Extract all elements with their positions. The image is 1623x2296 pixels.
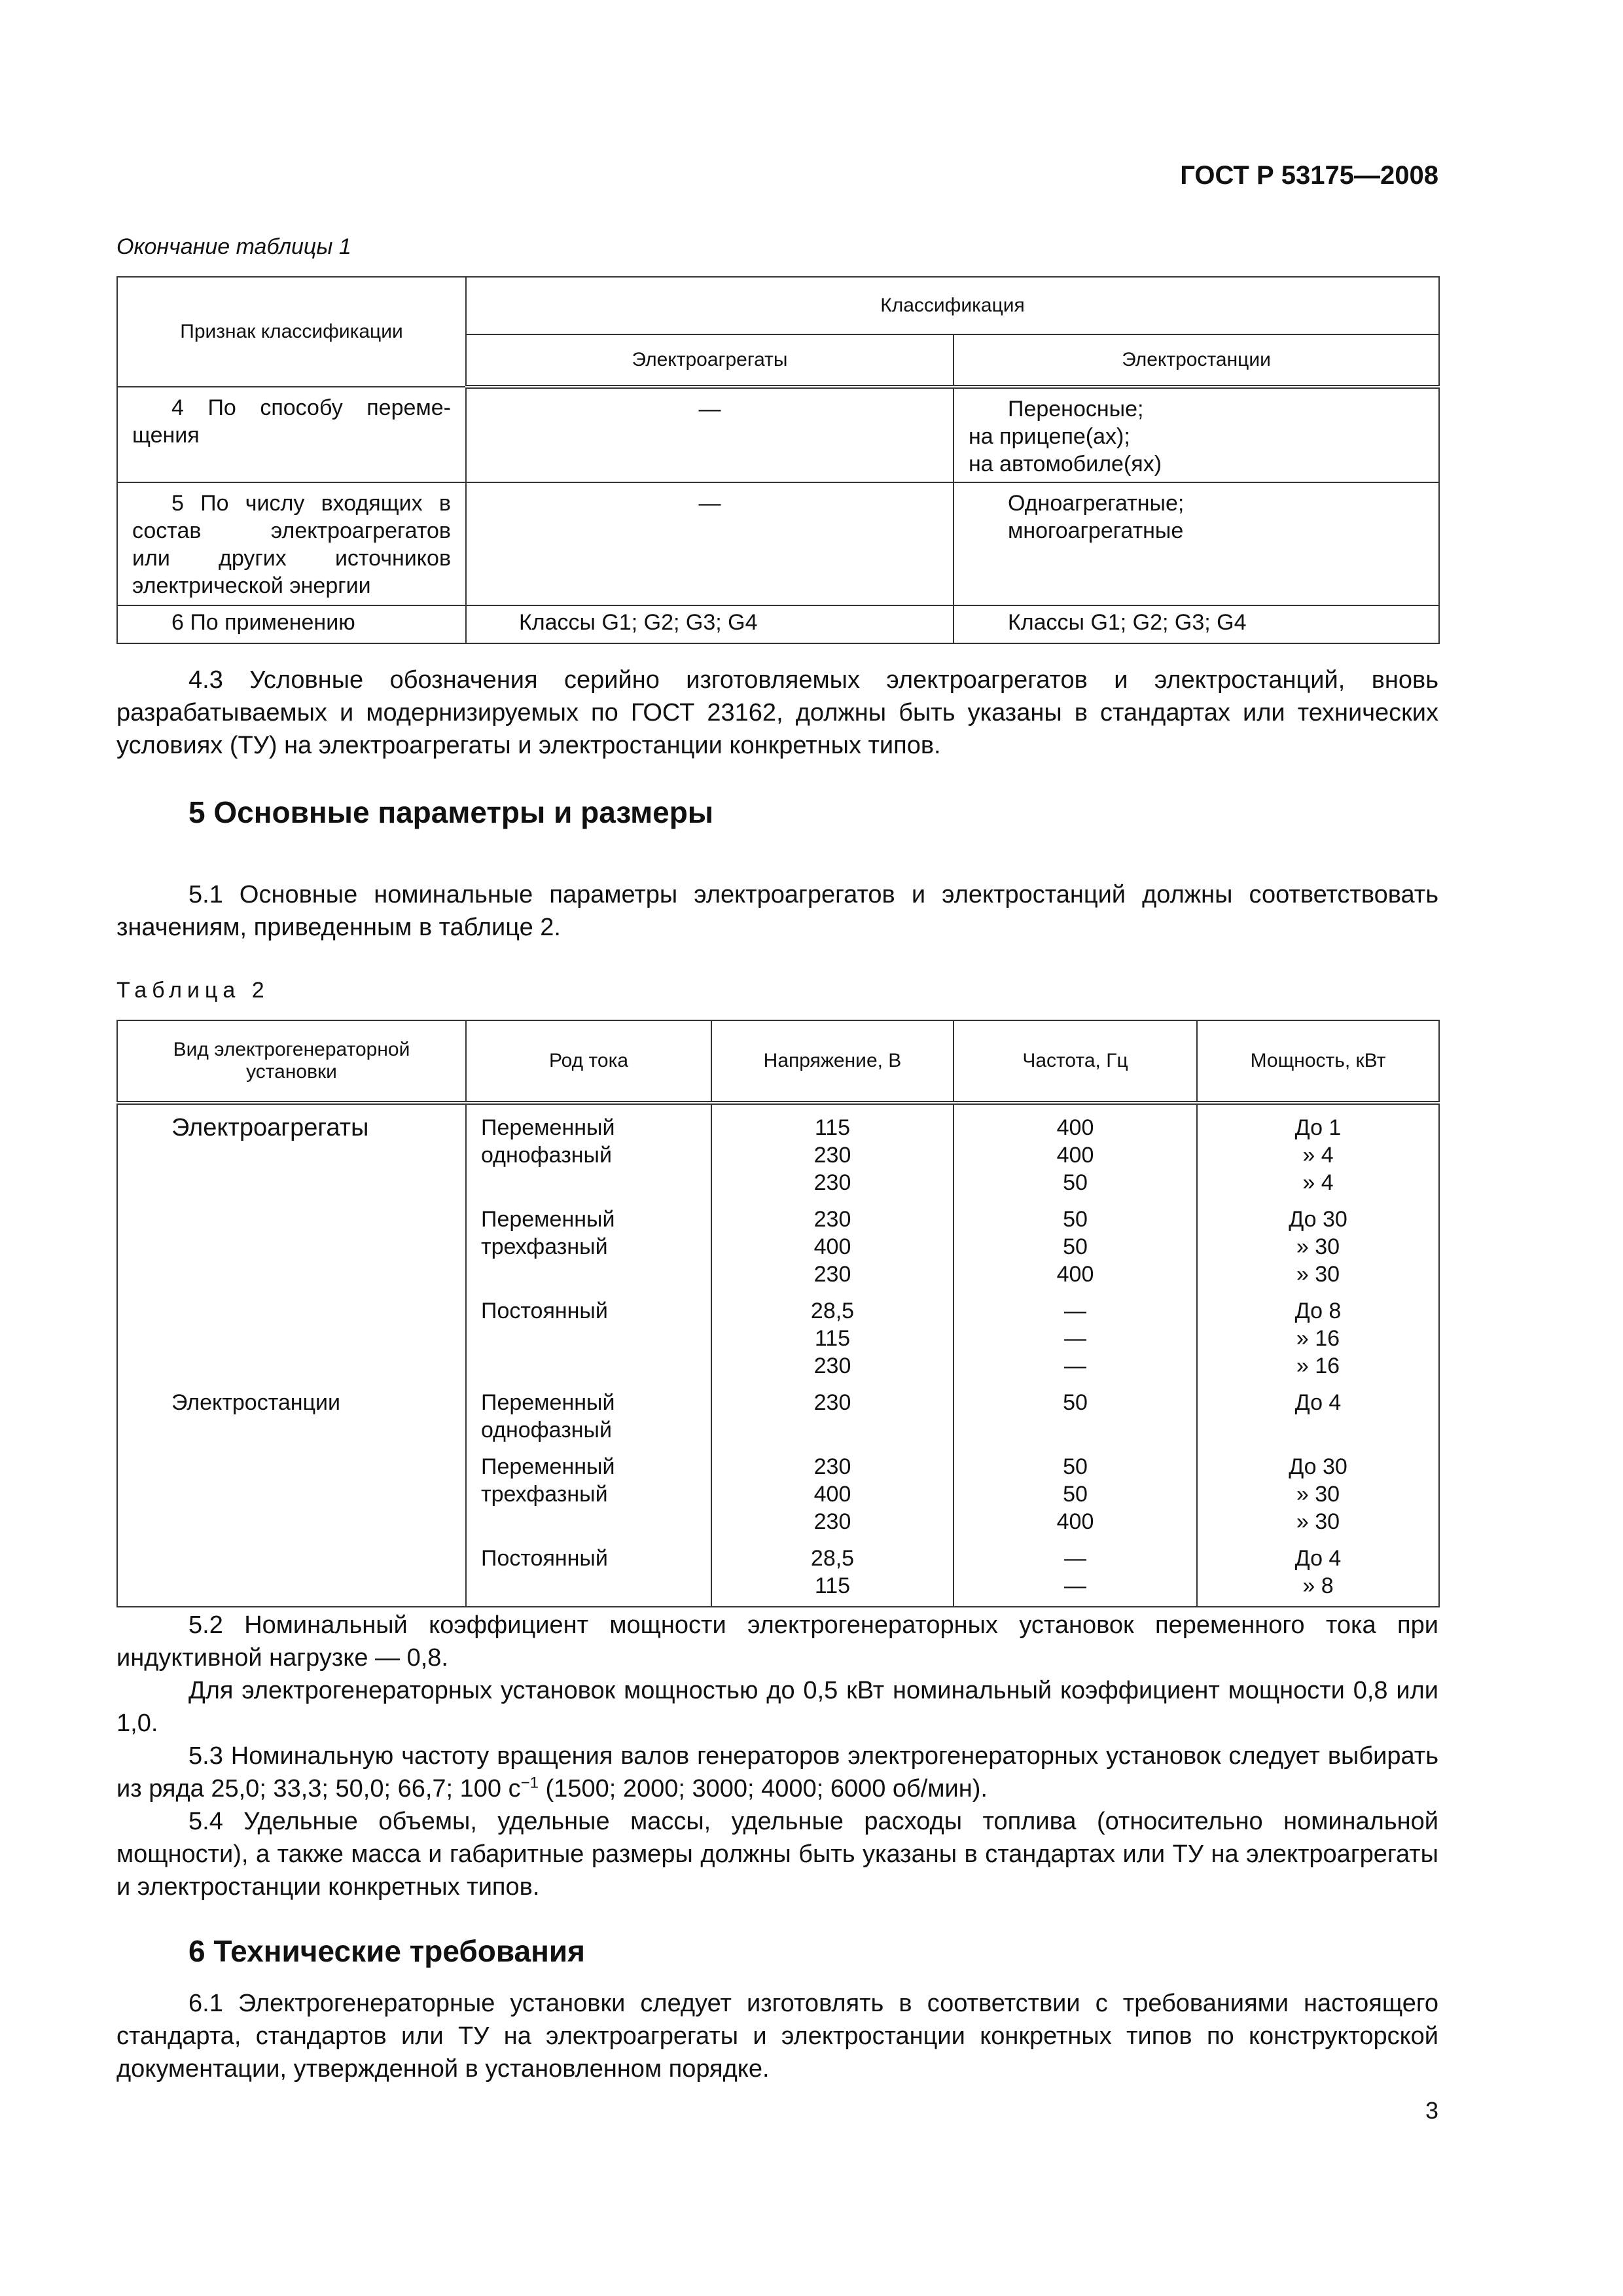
- page-number: 3: [1425, 2097, 1438, 2124]
- paragraph-5-2: 5.2 Номинальный коэффициент мощности электрогенераторных установок переменного тока при индуктивной нагрузке — 0,8. Для электрогенераторных установок мощностью до 0,5 кВт номинальный коэффициент мощности 0,8 или 1,0. 5.3 Номинальную частоту вращения валов генераторов электрогенераторных установок следует выбирать из ряда 25,0; 33,3; 50,0; 66,7; 100 $с^{-1}$ (1500; 2000; 3000; 4000; 6000 об/мин). 5.4 Удельные объемы, удельные массы, удельные расходы топлива (относительно номинальной мощности), а также масса и габаритные размеры должны быть указаны в стандартах или ТУ на электроагрегаты и электростанции конкретных типов.: [116, 1611, 1438, 1901]
- stations-cell: Одноагрегатные; многоагрегатные: [954, 482, 1439, 605]
- header-units: Электроагрегаты: [466, 334, 954, 387]
- header-voltage: Напряжение, В: [711, 1020, 954, 1103]
- header-stations: Электростанции: [954, 334, 1439, 387]
- current-cell: Переменный однофазный Переменный трехфазный Постоянный: [466, 1103, 711, 1380]
- voltage-cell: 230 230 400 230 28,5 115: [711, 1389, 954, 1607]
- header-classification: Классификация: [466, 277, 1439, 334]
- freq-cell: 50 50 50 400 — —: [954, 1389, 1197, 1607]
- table-row: [117, 1389, 1439, 1607]
- paragraph-5-1: 5.1 Основные номинальные параметры электроагрегатов и электростанций должны соответствовать значениям, приведенным в таблице 2.: [116, 881, 1438, 941]
- document-page: [116, 0, 1438, 2296]
- header-type: Вид электрогенераторной установки: [117, 1020, 466, 1103]
- voltage-cell: 115 230 230 230 400 230 28,5 115 230: [711, 1103, 954, 1380]
- header-current: Род тока: [466, 1020, 711, 1103]
- stations-cell: Классы G1; G2; G3; G4: [954, 605, 1439, 643]
- header-frequency: Частота, Гц: [954, 1020, 1197, 1103]
- table2-caption: Таблица 2: [116, 978, 270, 1003]
- header-power: Мощность, кВт: [1197, 1020, 1439, 1103]
- type-cell: Электростанции: [117, 1389, 466, 1607]
- feature-cell: 4 По способу переме- щения: [117, 387, 466, 482]
- feature-cell: 5 По числу входящих в состав электроагрегатов или других источников электрической энергии: [117, 482, 466, 605]
- table1-caption: Окончание таблицы 1: [116, 234, 351, 259]
- paragraph-4-3: 4.3 Условные обозначения серийно изготовляемых электроагрегатов и электростанций, вновь разрабатываемых и модернизируемых по ГОСТ 23162, должны быть указаны в стандартах или технических условиях (ТУ) на электроагрегаты и электростанции конкретных типов.: [116, 666, 1438, 759]
- table-row: [117, 1103, 1439, 1380]
- stations-cell: Переносные; на прицепе(ах); на автомобиле(ях): [954, 387, 1439, 482]
- current-cell: Переменный однофазный Переменный трехфазный Постоянный: [466, 1389, 711, 1607]
- paragraph-5-3: 5.3 Номинальную частоту вращения валов генераторов электрогенераторных установок следует выбирать из ряда 25,0; 33,3; 50,0; 66,7; 100 $с^{-1}$ (1500; 2000; 3000; 4000; 6000 об/мин).: [116, 1742, 1438, 1803]
- freq-cell: 400 400 50 50 50 400 — — —: [954, 1103, 1197, 1380]
- classification-table: [116, 276, 1440, 644]
- units-cell: —: [466, 387, 954, 482]
- units-cell: —: [466, 482, 954, 605]
- header-feature: Признак классификации: [117, 277, 466, 387]
- power-cell: До 4 До 30 » 30 » 30 До 4 » 8: [1197, 1389, 1439, 1607]
- row-spacer: [117, 1380, 1439, 1389]
- type-cell: Электроагрегаты: [117, 1103, 466, 1380]
- feature-cell: 6 По применению: [117, 605, 466, 643]
- table-row: [117, 605, 1439, 643]
- units-cell: Классы G1; G2; G3; G4: [466, 605, 954, 643]
- document-code: ГОСТ Р 53175—2008: [1180, 161, 1438, 190]
- table-row: [117, 482, 1439, 605]
- section-6-title: 6 Технические требования: [188, 1934, 585, 1968]
- table-row: [117, 387, 1439, 482]
- parameters-table: [116, 1020, 1440, 1607]
- paragraph-6-1: 6.1 Электрогенераторные установки следует изготовлять в соответствии с требованиями настоящего стандарта, стандартов или ТУ на электроагрегаты и электростанции конкретных типов по конструкторской документации, утвержденной в установленном порядке.: [116, 1990, 1438, 2083]
- power-cell: До 1 » 4 » 4 До 30 » 30 » 30 До 8 » 16 » 16: [1197, 1103, 1439, 1380]
- section-5-title: 5 Основные параметры и размеры: [188, 795, 714, 829]
